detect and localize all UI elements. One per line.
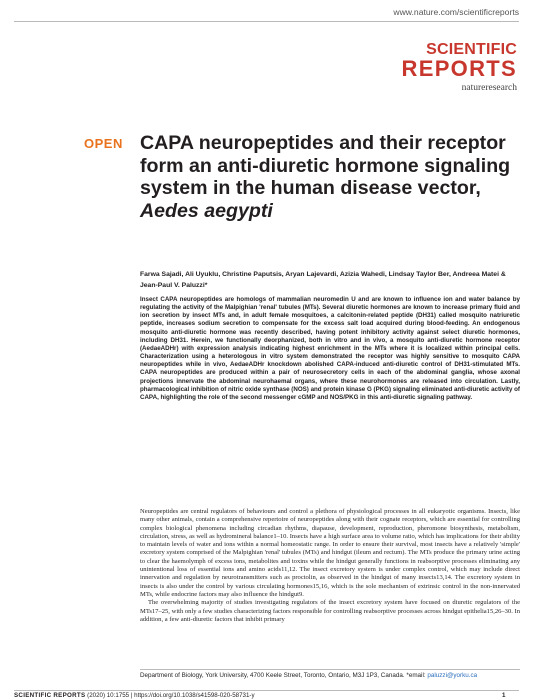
article-title-species: Aedes aegypti <box>140 199 273 222</box>
article-body <box>140 508 520 624</box>
footer-journal-name: SCIENTIFIC REPORTS <box>14 692 86 699</box>
page-footer <box>14 692 506 699</box>
abstract: Insect CAPA neuropeptides are homologs of mammalian neuromedin U and are known to influence ion and water balance by regulating the activity of the Malpighian 'renal' tubules (MTs). Several diuretic hormones are known to increase primary fluid and ion secretion by insect MTs and, in adult female mosquitoes, a calcitonin-related peptide (DH31) called mosquito natriuretic peptide, increases sodium secretion to compensate for the excess salt load acquired during blood-feeding. An endogenous mosquito anti-diuretic hormone was recently described, having potent inhibitory activity against select diuretic hormones, including DH31. Herein, we functionally deorphanized, both in vitro and in vivo, a mosquito anti-diuretic hormone receptor (AedaeADHr) with expression analysis indicating highest enrichment in the MTs where it is localized within principal cells. Characterization using a heterologous in vitro system demonstrated the receptor was highly sensitive to mosquito CAPA neuropeptides while in vivo, AedaeADHr knockdown abolished CAPA-induced anti-diuretic control of DH31-stimulated MTs. CAPA neuropeptides are produced within a pair of neurosecretory cells in each of the abdominal ganglia, whose axonal projections innervate the abdominal neurohaemal organs, where these neurohormones are released into circulation. Lastly, pharmacological inhibition of nitric oxide synthase (NOS) and protein kinase G (PKG) signaling eliminated anti-diuretic activity of CAPA, highlighting the role of the second messenger cGMP and NOS/PKG in this anti-diuretic signaling pathway. <box>140 296 520 401</box>
corresponding-email-link[interactable]: paluzzi@yorku.ca <box>427 672 478 679</box>
footer-citation[interactable]: (2020) 10:1755 | https://doi.org/10.1038/s41598-020-58731-y <box>87 692 255 699</box>
affiliation-divider <box>140 669 520 670</box>
article-title-main: CAPA neuropeptides and their receptor form an anti-diuretic hormone signaling system in the human disease vector, <box>140 132 511 200</box>
body-paragraph-1: Neuropeptides are central regulators of behaviours and control a plethora of physiological processes in all eukaryotic organisms. Insects, like many other animals, contain a comprehensive repertoire of neuropeptides along with their cognate receptors, which are essential for controlling complex biological phenomena including circadian rhythms, diapause, development, reproduction, pheromone biosynthesis, metabolism, circulation, stress, as well as hydromineral balance1–10. Insects have a high surface area to volume ratio, which has implications for their ability to maintain levels of water and ions within a normal homeostatic range. In order to ensure their survival, most insects have a relatively 'simple' excretory system comprised of the Malpighian 'renal' tubules (MTs) and hindgut (ileum and rectum). The MTs produce the primary urine acting to clear the haemolymph of excess ions, metabolites and toxins while the hindgut generally functions in reabsorptive processes eliminating any unintentional loss of essential ions and amino acids11,12. The insect excretory system is under complex control, which may include direct innervation and regulation by neurotransmitters such as proctolin, as observed in the hindgut of many insects13,14. The excretory system in insects is also under the control by various circulating hormones15,16, which is the sole mechanism of extrinsic control in the non-innervated MTs, while endocrine factors may also influence the hindgut9. <box>140 508 520 598</box>
logo-line-reports: REPORTS <box>401 56 517 81</box>
header-divider <box>14 21 519 22</box>
page-number: 1 <box>502 692 506 699</box>
footer-divider <box>14 690 519 691</box>
affiliation-text: Department of Biology, York University, 4700 Keele Street, Toronto, Ontario, M3J 1P3, Canada. *email: <box>140 672 426 679</box>
article-title <box>140 132 520 222</box>
author-list[interactable]: Farwa Sajadi, Ali Uyuklu, Christine Paputsis, Aryan Lajevardi, Azizia Wahedi, Lindsay Taylor Ber, Andreea Matei & Jean-Paul V. Paluzzi* <box>140 271 506 289</box>
logo-publisher: natureresearch <box>461 83 517 93</box>
affiliation <box>140 672 520 680</box>
body-paragraph-2: The overwhelming majority of studies investigating regulators of the insect excretory system have focused on diuretic regulators of the MTs17–25, with only a few studies characterizing factors responsible for controlling reabsorptive processes across hindgut epithelia15,26–30. In addition, a few anti-diuretic factors that inhibit primary <box>140 599 520 623</box>
logo-line-scientific: SCIENTIFIC <box>426 41 517 58</box>
journal-url[interactable]: www.nature.com/scientificreports <box>393 7 519 17</box>
open-access-badge: OPEN <box>84 136 123 151</box>
journal-logo <box>402 42 517 93</box>
